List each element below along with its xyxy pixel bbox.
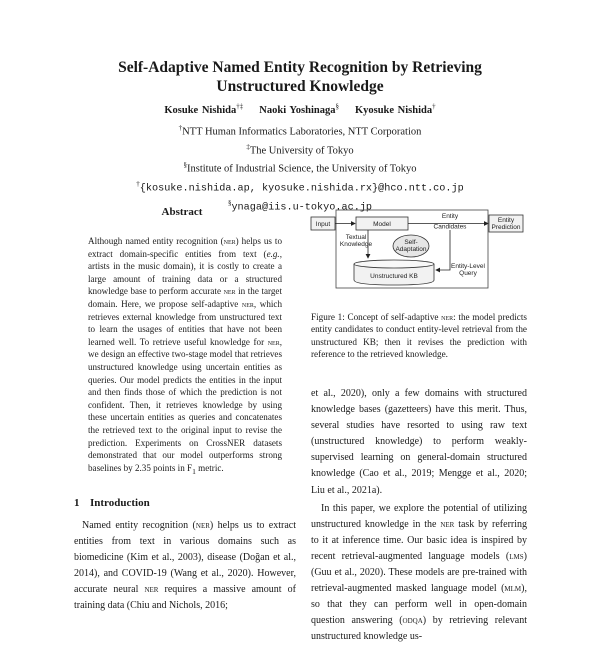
introduction-paragraph: Named entity recognition (ner) helps us to extract entities from text in various domains such as biomedicine (Kim et al., 2003), disease (Doğan et al., 2014), and COVID-19 (Wang et al., 2020). However, accurate neural ner requires a massive amount of training data (Chiu and Nichols, 2016; [74, 520, 297, 612]
unstructured-kb-label: Unstructured KB [370, 273, 418, 280]
author-list [0, 99, 600, 118]
abstract-body: Although named entity recognition (ner) helps us to extract domain-specific entities from text (e.g., artists in the music domain), it is costly to create a large amount of training data or a structured knowledge base to perform accurate ner in the target domain. Here, we propose self-adaptive ner, which retrieves external knowledge from unstructured text to learn the usages of entities that have not been learned well. To retrieve useful knowledge for ner, we design an effective two-stage model that retrieves unstructured knowledge using uncertain entities as queries. Our model predicts the entities in the input and then finds those of which the prediction is not confident. Then, it retrieves knowledge by using these uncertain entities as queries and concatenates the retrieved text to the original input to revise the prediction. Experiments on CrossNER datasets demonstrated that our model outperforms strong baselines by 2.35 points in $F_1$ metric. [88, 236, 282, 476]
right-paragraph-1: et al., 2020), only a few domains with structured knowledge bases (gazetteers) have this merit. Thus, several studies have resorted to using raw text (unstructured knowledge) to perform weakly-supervised learning on general-domain structured knowledge (Cao et al., 2019; Mengge et al., 2020; Liu et al., 2021a). [311, 388, 527, 496]
figure-1-caption: Figure 1: Concept of self-adaptive ner: the model predicts entity candidates to conduct entity-level retrieval from the unstructured KB; then it revises the prediction with reference to the retrieved knowledge. [311, 312, 527, 359]
model-label: Model [373, 221, 391, 228]
author-2: Naoki Yoshinaga§ [259, 102, 339, 116]
affiliation-iis: §Institute of Industrial Science, the University of Tokyo [183, 161, 417, 175]
paper-title [0, 58, 600, 96]
author-3: Kyosuke Nishida† [354, 102, 436, 116]
affiliation-utokyo: ‡The University of Tokyo [246, 142, 354, 156]
arrow-candidates-kb [436, 230, 450, 270]
author-1: Kosuke Nishida†‡ [164, 102, 244, 116]
textual-knowledge-label-1: Textual [345, 234, 367, 241]
section-heading-introduction: 1 Introduction [74, 497, 150, 509]
entity-candidates-label-1: Entity [441, 213, 459, 220]
unstructured-kb-top [354, 260, 434, 268]
abstract-heading: Abstract [161, 206, 203, 218]
input-label: Input [315, 221, 331, 228]
affiliation-ntt: †NTT Human Informatics Laboratories, NTT Corporation [178, 124, 422, 138]
right-column-text [311, 386, 527, 646]
title-line-1: Self-Adaptive Named Entity Recognition by Retrieving [118, 59, 482, 76]
email-iis[interactable]: §ynaga@iis.u-tokyo.ac.jp [227, 199, 373, 214]
figure-1-diagram [308, 208, 528, 302]
affiliations [0, 121, 600, 216]
email-ntt[interactable]: †{kosuke.nishida.ap, kyosuke.nishida.rx}@hco.ntt.co.jp [136, 179, 464, 194]
right-paragraph-2: In this paper, we explore the potential of utilizing unstructured knowledge in the ner task by referring to it at inference time. Our basic idea is inspired by recent retrieval-augmented language models (lms) (Guu et al., 2020). These models are pre-trained with retrieval-augmented masked language model (mlm), so that they can perform well in open-domain question answering (odqa) by retrieving relevant unstructured knowledge us- [311, 502, 528, 643]
entity-candidates-label-2: Candidates [433, 223, 467, 231]
self-adaptation-label-1: Self- [404, 239, 418, 246]
entity-prediction-label-1: Entity [497, 217, 515, 224]
title-line-2: Unstructured Knowledge [216, 78, 384, 95]
entity-level-query-label-1: Entity-Level [451, 263, 485, 270]
entity-level-query-label-2: Query [459, 270, 477, 277]
entity-prediction-label-2: Prediction [491, 224, 521, 231]
self-adaptation-label-2: Adaptation [395, 246, 427, 253]
textual-knowledge-label-2: Knowledge [339, 241, 373, 248]
